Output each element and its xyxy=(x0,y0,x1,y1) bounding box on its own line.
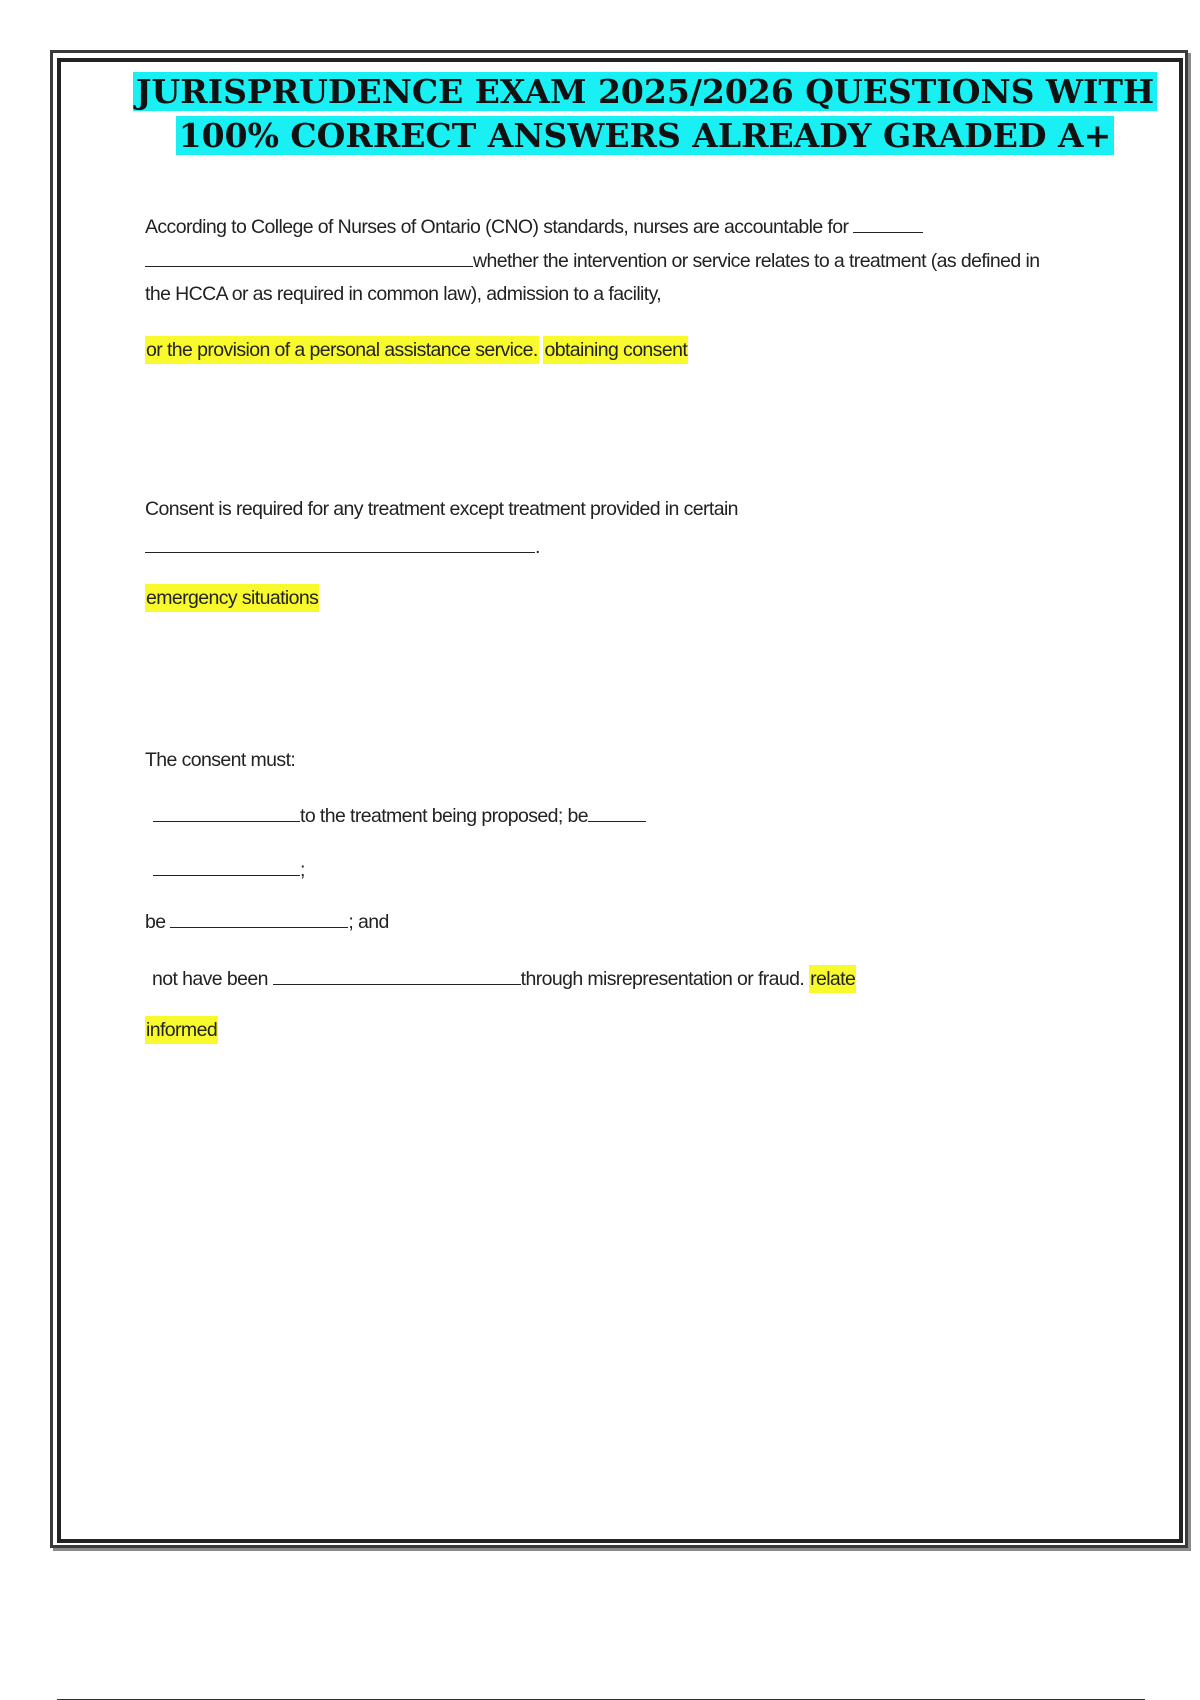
q2-blank xyxy=(145,534,535,553)
q3-row-3: be ; and xyxy=(145,911,389,933)
q3-answer-row xyxy=(145,1018,218,1042)
q3-blank-3 xyxy=(153,857,300,876)
q1-blank-1 xyxy=(853,214,923,233)
document-title xyxy=(0,70,1200,158)
page-border-inner xyxy=(57,58,1183,1543)
q3-row-1: to the treatment being proposed; be xyxy=(153,803,646,828)
q3-row-2: ; xyxy=(153,857,305,882)
q2-line-1: Consent is required for any treatment except treatment provided in certain xyxy=(145,498,738,520)
q1-answer xyxy=(145,338,688,362)
q1-line-2: whether the intervention or service relates to a treatment (as defined in xyxy=(145,248,1039,273)
q1-line-3: the HCCA or as required in common law), admission to a facility, xyxy=(145,283,662,305)
q3-heading: The consent must: xyxy=(145,749,296,771)
q3-row-4: not have been through misrepresentation or fraud. relate xyxy=(152,966,856,991)
q2-line-2: . xyxy=(145,534,540,559)
title-line-2: 100% CORRECT ANSWERS ALREADY GRADED A+ xyxy=(176,116,1115,155)
q2-answer xyxy=(145,586,319,610)
q2-answer-text: emergency situations xyxy=(145,584,319,612)
q3-blank-2 xyxy=(588,803,646,822)
q1-answer-part-2: obtaining consent xyxy=(543,336,688,364)
q3-answer-informed: informed xyxy=(145,1016,218,1044)
q3-blank-4 xyxy=(170,909,348,928)
q3-blank-1 xyxy=(153,803,300,822)
q3-answer-relate: relate xyxy=(809,965,856,993)
q1-line-1: According to College of Nurses of Ontario (CNO) standards, nurses are accountable for xyxy=(145,214,923,239)
q1-answer-part-1: or the provision of a personal assistance service. xyxy=(145,336,539,364)
title-line-1: JURISPRUDENCE EXAM 2025/2026 QUESTIONS WITH xyxy=(133,72,1157,111)
q3-blank-5 xyxy=(273,966,521,985)
q1-blank-2 xyxy=(145,248,473,267)
